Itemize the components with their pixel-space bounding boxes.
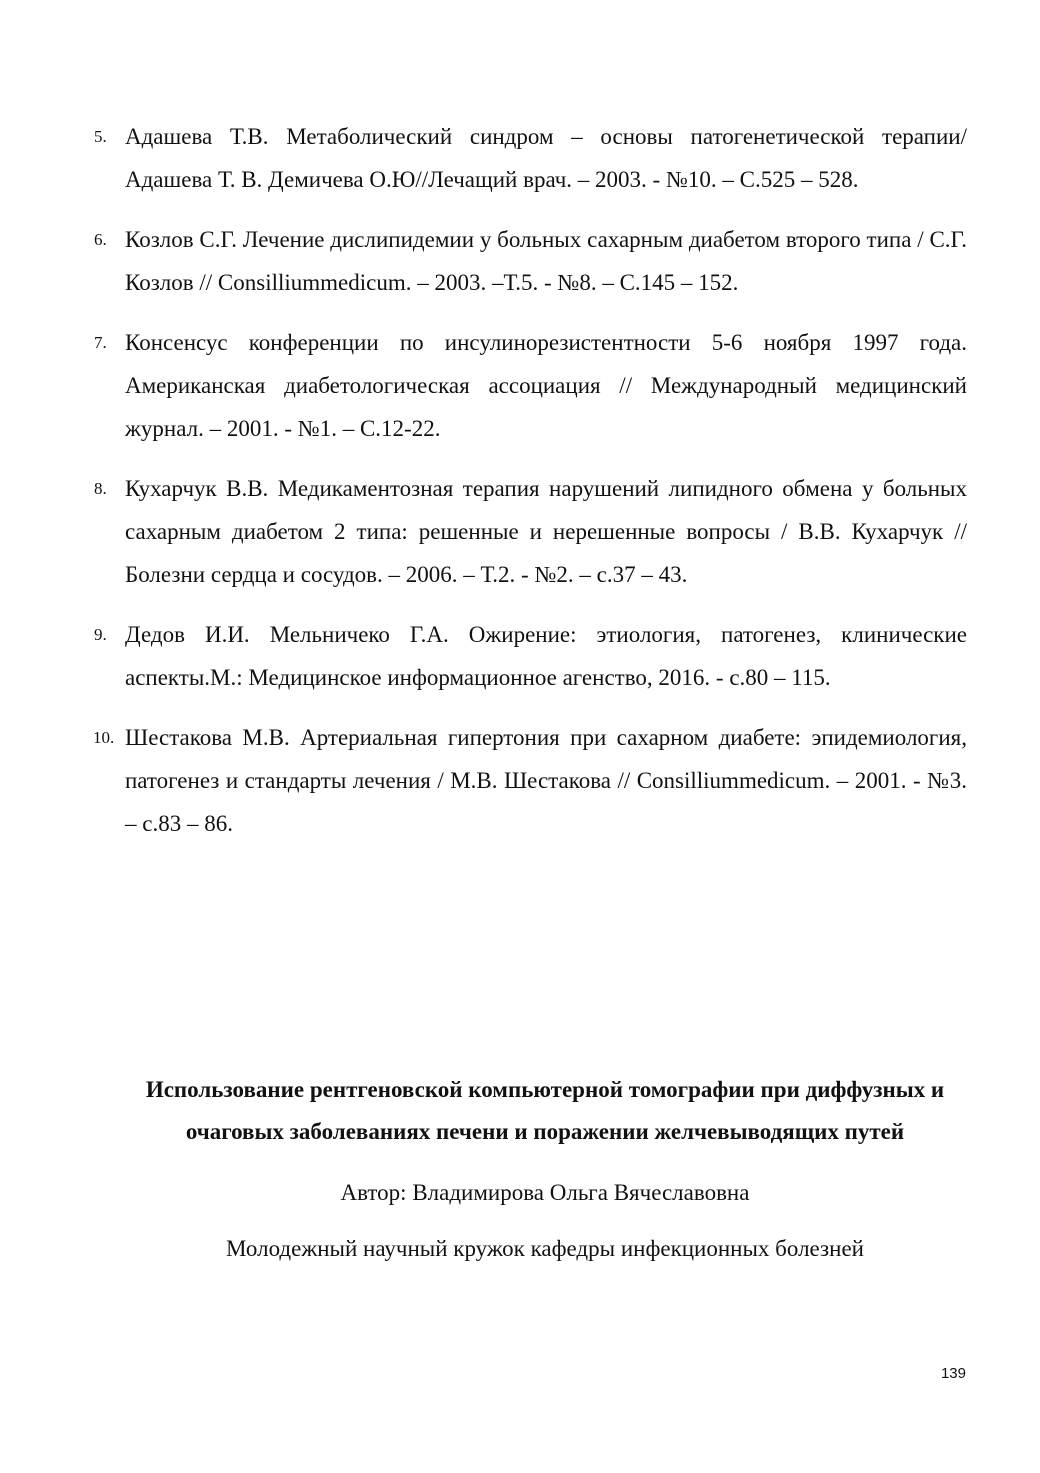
- reference-text: Козлов С.Г. Лечение дислипидемии у больных сахарным диабетом второго типа / С.Г. Козлов // Consilliummedicum. – 2003. –Т.5. - №8. – С.145 – 152.: [125, 227, 967, 295]
- reference-item: [93, 716, 967, 845]
- reference-number: 5.: [94, 127, 107, 146]
- reference-number: 7.: [94, 333, 107, 352]
- reference-number: 8.: [94, 479, 107, 498]
- article-author: Автор: Владимирова Ольга Вячеславовна: [340, 1180, 750, 1205]
- reference-number: 6.: [94, 230, 107, 249]
- reference-text: Адашева Т.В. Метаболический синдром – основы патогенетической терапии/Адашева Т. В. Демичева О.Ю//Лечащий врач. – 2003. - №10. – С.525 – 528.: [125, 124, 967, 192]
- reference-text: Кухарчук В.В. Медикаментозная терапия нарушений липидного обмена у больных сахарным диабетом 2 типа: решенные и нерешенные вопросы / В.В. Кухарчук // Болезни сердца и сосудов. – 2006. – Т.2. - №2. – с.37 – 43.: [125, 476, 967, 587]
- article-organization: Молодежный научный кружок кафедры инфекционных болезней: [226, 1236, 864, 1261]
- reference-number: 10.: [93, 728, 115, 747]
- reference-number: 9.: [94, 625, 107, 644]
- reference-item: [94, 218, 967, 304]
- reference-text: Шестакова М.В. Артериальная гипертония при сахарном диабете: эпидемиология, патогенез и стандарты лечения / М.В. Шестакова // Consilliummedicum. – 2001. - №3. – с.83 – 86.: [125, 725, 967, 836]
- page-number: 139: [940, 1365, 966, 1382]
- reference-text: Консенсус конференции по инсулинорезистентности 5-6 ноября 1997 года. Американская диабетологическая ассоциация // Международный медицинский журнал. – 2001. - №1. – С.12-22.: [125, 330, 967, 441]
- reference-list: [0, 115, 1040, 862]
- article-title: Использование рентгеновской компьютерной томографии при диффузных и очаговых заболеваниях печени и поражении желчевыводящих путей: [145, 1077, 945, 1144]
- reference-item: [94, 467, 967, 596]
- reference-item: [94, 115, 967, 201]
- reference-item: [94, 321, 967, 450]
- reference-item: [94, 613, 967, 699]
- reference-text: Дедов И.И. Мельничеко Г.А. Ожирение: этиология, патогенез, клинические аспекты.М.: Медицинское информационное агенство, 2016. - с.80 – 115.: [125, 622, 967, 690]
